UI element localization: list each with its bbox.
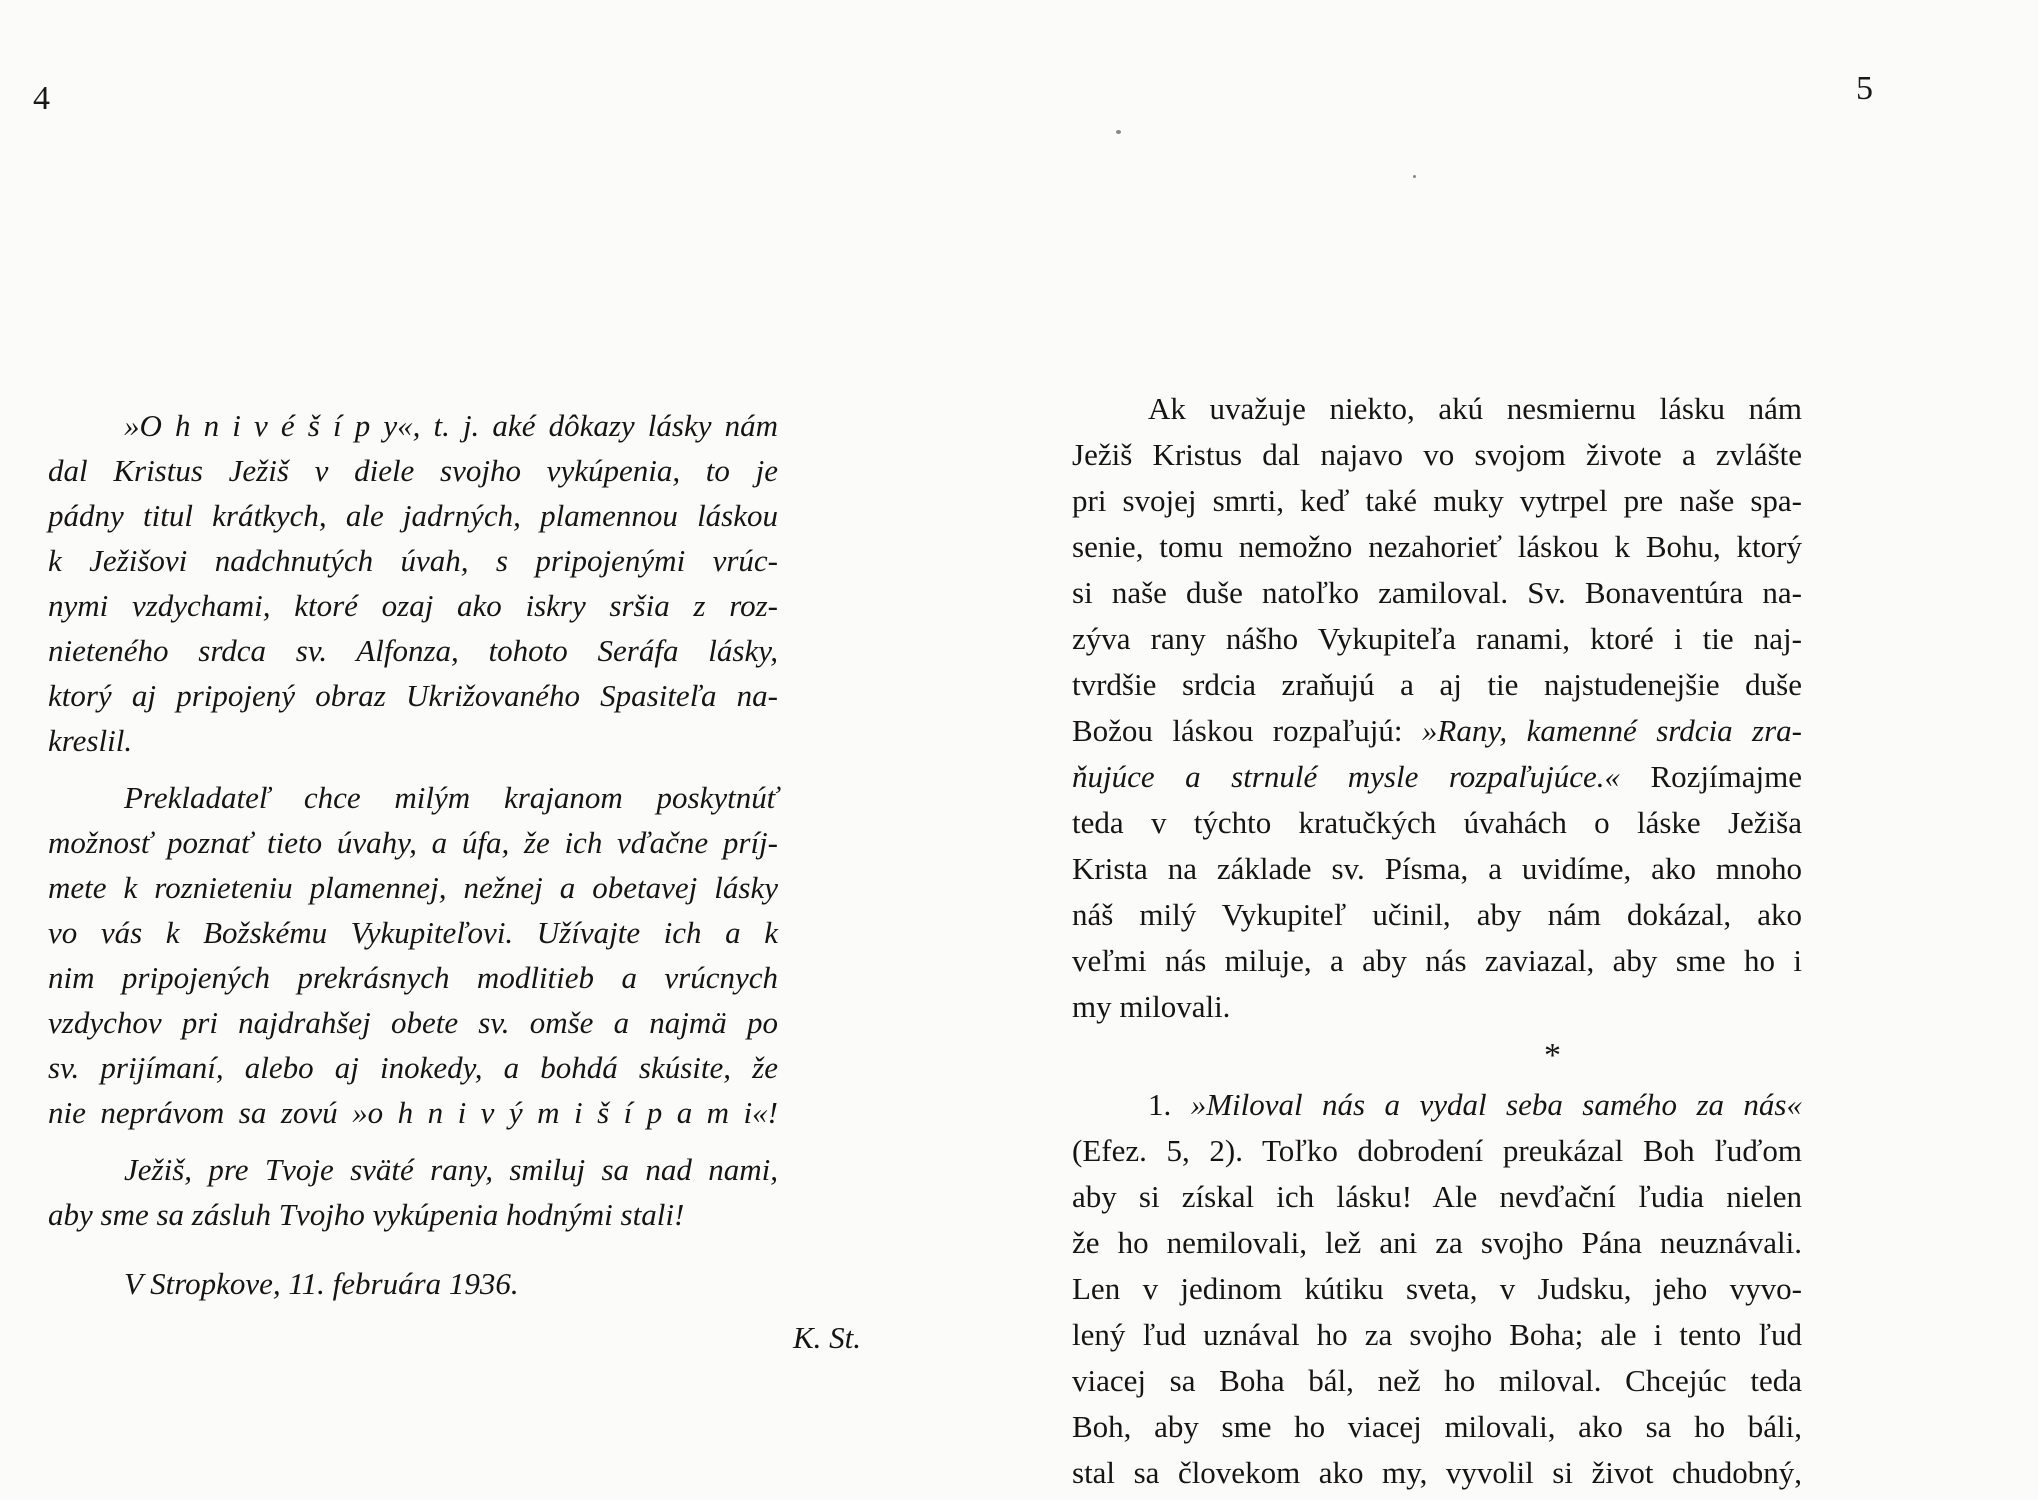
text-line bbox=[1072, 478, 1802, 524]
right-page-section-paragraphs bbox=[1072, 1082, 1802, 1496]
text-segment: si naše duše natoľko zamiloval. Sv. Bonaventúra na- bbox=[1072, 575, 1802, 610]
text-line bbox=[48, 538, 778, 583]
text-segment: 1. bbox=[1148, 1087, 1191, 1122]
paragraph bbox=[1072, 386, 1802, 1030]
text-line bbox=[48, 865, 778, 910]
text-segment: aby si získal ich lásku! Ale nevďační ľudia nielen bbox=[1072, 1179, 1802, 1214]
text-line bbox=[1072, 754, 1802, 800]
text-segment: Božou láskou rozpaľujú: bbox=[1072, 713, 1422, 748]
text-segment: mete k roznieteniu plamennej, nežnej a obetavej lásky bbox=[48, 870, 778, 905]
text-segment: »O h n i v é š í p y«, t. j. aké dôkazy lásky nám bbox=[124, 408, 778, 443]
text-line bbox=[1072, 1128, 1802, 1174]
left-page-paragraphs bbox=[48, 403, 778, 1306]
right-page-intro-paragraphs bbox=[1072, 386, 1802, 1030]
text-segment: pri svojej smrti, keď také muky vytrpel pre naše spa- bbox=[1072, 483, 1802, 518]
text-line bbox=[1072, 616, 1802, 662]
text-line bbox=[48, 1261, 778, 1306]
text-line bbox=[1072, 1358, 1802, 1404]
paragraph bbox=[48, 1147, 778, 1237]
text-segment: Rozjímajme bbox=[1619, 759, 1802, 794]
text-line bbox=[1072, 570, 1802, 616]
scan-speck bbox=[1116, 130, 1121, 134]
text-segment: vo vás k Božskému Vykupiteľovi. Užívajte ich a k bbox=[48, 915, 778, 950]
text-segment: tvrdšie srdcia zraňujú a aj tie najstudenejšie duše bbox=[1072, 667, 1802, 702]
text-line bbox=[48, 1045, 778, 1090]
text-segment: Ježiš, pre Tvoje sväté rany, smiluj sa nad nami, bbox=[124, 1152, 778, 1187]
text-segment: kreslil. bbox=[48, 723, 133, 758]
text-segment: Ak uvažuje niekto, akú nesmiernu lásku nám bbox=[1148, 391, 1802, 426]
text-line bbox=[48, 955, 778, 1000]
text-line bbox=[48, 718, 778, 763]
text-segment: »Miloval nás a vydal seba samého za nás« bbox=[1190, 1087, 1803, 1122]
text-line bbox=[1072, 938, 1802, 984]
text-line bbox=[1072, 708, 1802, 754]
text-segment: teda v týchto kratučkých úvahách o láske Ježiša bbox=[1072, 805, 1802, 840]
text-segment: stal sa človekom ako my, vyvolil si život chudobný, bbox=[1072, 1455, 1802, 1490]
text-segment: náš milý Vykupiteľ učinil, aby nám dokázal, ako bbox=[1072, 897, 1802, 932]
text-line bbox=[48, 673, 778, 718]
right-page-text bbox=[1072, 386, 1802, 1496]
text-line bbox=[1072, 1082, 1802, 1128]
text-segment: nie neprávom sa zovú »o h n i v ý m i š í p a m i«! bbox=[48, 1095, 778, 1130]
text-segment: dal Kristus Ježiš v diele svojho vykúpenia, to je bbox=[48, 453, 778, 488]
translator-signature: K. St. bbox=[793, 1320, 862, 1355]
text-segment: lený ľud uznával ho za svojho Boha; ale i tento ľud bbox=[1072, 1317, 1802, 1352]
text-segment: Ježiš Kristus dal najavo vo svojom živote a zvlášte bbox=[1072, 437, 1802, 472]
text-segment: ktorý aj pripojený obraz Ukrižovaného Spasiteľa na- bbox=[48, 678, 778, 713]
page-number-right: 5 bbox=[1856, 70, 1873, 107]
text-line bbox=[1072, 984, 1802, 1030]
text-segment: my milovali. bbox=[1072, 989, 1231, 1024]
text-line bbox=[1072, 662, 1802, 708]
text-line bbox=[48, 583, 778, 628]
text-segment: vzdychov pri najdrahšej obete sv. omše a najmä po bbox=[48, 1005, 778, 1040]
page-number-left: 4 bbox=[33, 80, 50, 117]
text-line bbox=[1072, 432, 1802, 478]
text-line bbox=[1072, 524, 1802, 570]
text-segment: že ho nemilovali, lež ani za svojho Pána neuznávali. bbox=[1072, 1225, 1802, 1260]
text-segment: nieteného srdca sv. Alfonza, tohoto Seráfa lásky, bbox=[48, 633, 778, 668]
text-line bbox=[48, 1000, 778, 1045]
text-line bbox=[1072, 1450, 1802, 1496]
text-line bbox=[1072, 1312, 1802, 1358]
text-segment: Prekladateľ chce milým krajanom poskytnúť bbox=[124, 780, 778, 815]
text-segment: k Ježišovi nadchnutých úvah, s pripojenými vrúc- bbox=[48, 543, 778, 578]
text-segment: Boh, aby sme ho viacej milovali, ako sa ho báli, bbox=[1072, 1409, 1802, 1444]
text-line bbox=[48, 775, 778, 820]
text-segment: ňujúce a strnulé mysle rozpaľujúce.« bbox=[1072, 759, 1620, 794]
paragraph bbox=[48, 775, 778, 1135]
text-segment: Krista na základe sv. Písma, a uvidíme, ako mnoho bbox=[1072, 851, 1802, 886]
text-line bbox=[1072, 1220, 1802, 1266]
text-line bbox=[48, 910, 778, 955]
text-line bbox=[48, 1147, 778, 1192]
paragraph bbox=[48, 1261, 778, 1306]
text-segment: V Stropkove, 11. februára 1936. bbox=[124, 1266, 519, 1301]
text-segment: nim pripojených prekrásnych modlitieb a vrúcnych bbox=[48, 960, 778, 995]
text-segment: »Rany, kamenné srdcia zra- bbox=[1421, 713, 1802, 748]
text-line bbox=[48, 493, 778, 538]
text-segment: pádny titul krátkych, ale jadrných, plamennou láskou bbox=[48, 498, 778, 533]
text-segment: viacej sa Boha bál, než ho miloval. Chcejúc teda bbox=[1072, 1363, 1802, 1398]
text-segment: možnosť poznať tieto úvahy, a úfa, že ich vďačne príj- bbox=[48, 825, 778, 860]
text-segment: (Efez. 5, 2). Toľko dobrodení preukázal Boh ľuďom bbox=[1072, 1133, 1802, 1168]
text-segment: Len v jedinom kútiku sveta, v Judsku, jeho vyvo- bbox=[1072, 1271, 1802, 1306]
text-line bbox=[1072, 892, 1802, 938]
text-line bbox=[1072, 386, 1802, 432]
text-line bbox=[1072, 1174, 1802, 1220]
text-line bbox=[1072, 1266, 1802, 1312]
text-segment: senie, tomu nemožno nezahorieť láskou k Bohu, ktorý bbox=[1072, 529, 1802, 564]
text-line bbox=[48, 628, 778, 673]
text-line bbox=[48, 1192, 778, 1237]
text-segment: aby sme sa zásluh Tvojho vykúpenia hodnými stali! bbox=[48, 1197, 685, 1232]
text-line bbox=[1072, 800, 1802, 846]
text-segment: veľmi nás miluje, a aby nás zaviazal, aby sme ho i bbox=[1072, 943, 1802, 978]
scan-speck bbox=[1413, 175, 1416, 178]
text-line bbox=[1072, 1404, 1802, 1450]
paragraph bbox=[48, 403, 778, 763]
text-line bbox=[1072, 846, 1802, 892]
section-separator-asterisk: * bbox=[1544, 1037, 1561, 1074]
text-line bbox=[48, 1090, 778, 1135]
left-page-text bbox=[48, 403, 778, 1306]
text-segment: nymi vzdychami, ktoré ozaj ako iskry sršia z roz- bbox=[48, 588, 778, 623]
text-segment: zýva rany nášho Vykupiteľa ranami, ktoré i tie naj- bbox=[1072, 621, 1802, 656]
paragraph bbox=[1072, 1082, 1802, 1496]
text-line bbox=[48, 820, 778, 865]
text-segment: sv. prijímaní, alebo aj inokedy, a bohdá skúsite, že bbox=[48, 1050, 778, 1085]
text-line bbox=[48, 448, 778, 493]
text-line bbox=[48, 403, 778, 448]
